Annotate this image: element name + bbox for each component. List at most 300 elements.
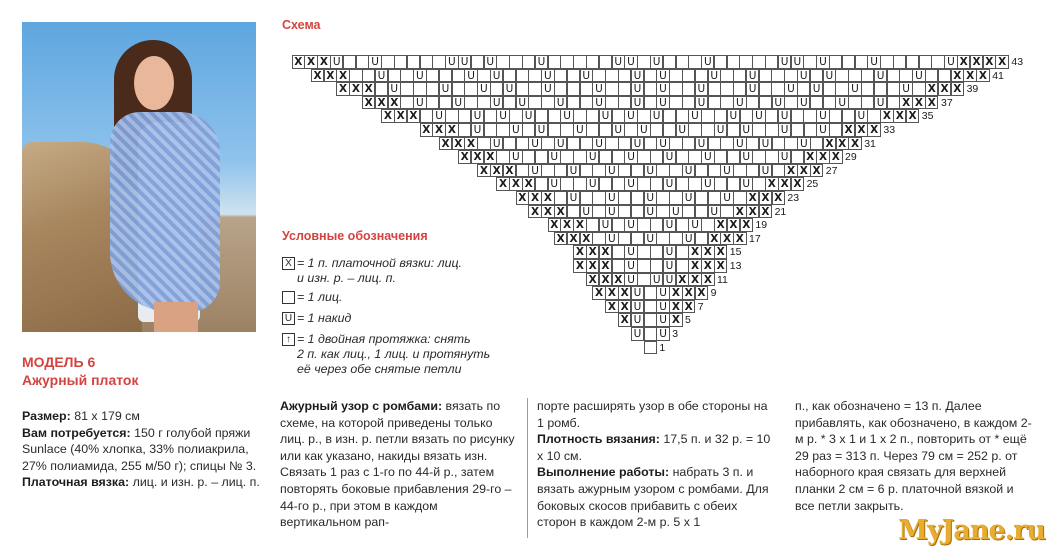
chart-cell bbox=[829, 123, 842, 137]
chart-cell: X bbox=[573, 259, 586, 273]
chart-cell bbox=[669, 69, 682, 83]
need-label: Вам потребуется: bbox=[22, 425, 131, 440]
chart-cell bbox=[618, 191, 631, 205]
chart-cell: U bbox=[714, 123, 727, 137]
chart-cell: X bbox=[612, 273, 625, 287]
chart-cell: X bbox=[528, 191, 541, 205]
chart-cell bbox=[682, 82, 695, 96]
chart-cell: X bbox=[682, 286, 695, 300]
chart-cell: X bbox=[676, 273, 689, 287]
chart-cell bbox=[810, 137, 823, 151]
chart-row-number: 19 bbox=[755, 219, 768, 232]
chart-cell: X bbox=[746, 205, 759, 219]
chart-cell: U bbox=[375, 69, 388, 83]
chart-cell bbox=[586, 218, 599, 232]
chart-row-number: 3 bbox=[672, 328, 679, 340]
chart-cell bbox=[682, 96, 695, 110]
chart-cell bbox=[739, 55, 752, 69]
chart-cell: U bbox=[573, 123, 586, 137]
chart-cell bbox=[560, 150, 573, 164]
chart-cell: X bbox=[720, 232, 733, 246]
chart-cell: U bbox=[720, 164, 733, 178]
chart-cell bbox=[797, 82, 810, 96]
chart-cell: X bbox=[522, 177, 535, 191]
chart-cell bbox=[810, 96, 823, 110]
chart-cell bbox=[375, 82, 388, 96]
chart-cell bbox=[567, 137, 580, 151]
chart-cell: U bbox=[778, 109, 791, 123]
chart-cell bbox=[644, 313, 657, 327]
chart-cell: U bbox=[810, 82, 823, 96]
chart-cell: X bbox=[586, 259, 599, 273]
chart-cell: X bbox=[618, 313, 631, 327]
chart-row bbox=[605, 300, 695, 314]
chart-cell bbox=[733, 164, 746, 178]
chart-cell: X bbox=[541, 205, 554, 219]
chart-cell: X bbox=[951, 69, 964, 83]
chart-cell: U bbox=[791, 55, 804, 69]
chart-cell bbox=[580, 191, 593, 205]
chart-cell: X bbox=[880, 109, 893, 123]
chart-cell: U bbox=[624, 218, 637, 232]
chart-cell: X bbox=[746, 191, 759, 205]
chart-cell bbox=[644, 300, 657, 314]
chart-cell bbox=[631, 205, 644, 219]
chart-cell: X bbox=[599, 245, 612, 259]
chart-row bbox=[573, 245, 727, 259]
chart-cell bbox=[420, 109, 433, 123]
chart-cell bbox=[765, 55, 778, 69]
knit-value: лиц. и изн. р. – лиц. п. bbox=[132, 475, 260, 490]
chart-cell: U bbox=[637, 123, 650, 137]
chart-cell bbox=[503, 69, 516, 83]
chart-cell: X bbox=[714, 245, 727, 259]
chart-cell: U bbox=[816, 123, 829, 137]
chart-cell bbox=[362, 69, 375, 83]
work-value: набрать 3 п. и вязать ажурным узором с ромбами. Для боковых скосов прибавить с обеих сторон в каждом 2-м р. 5 х 1 bbox=[537, 465, 769, 530]
chart-cell: X bbox=[599, 259, 612, 273]
chart-cell: U bbox=[644, 164, 657, 178]
chart-cell bbox=[746, 137, 759, 151]
chart-cell: X bbox=[336, 69, 349, 83]
chart-cell: U bbox=[631, 313, 644, 327]
chart-cell bbox=[759, 69, 772, 83]
chart-cell bbox=[426, 96, 439, 110]
chart-cell bbox=[752, 150, 765, 164]
chart-cell bbox=[573, 150, 586, 164]
chart-cell bbox=[458, 109, 471, 123]
chart-cell bbox=[618, 82, 631, 96]
chart-cell: X bbox=[995, 55, 1008, 69]
chart-cell: X bbox=[592, 286, 605, 300]
chart-cell: X bbox=[490, 164, 503, 178]
chart-cell: U bbox=[656, 327, 669, 341]
chart-cell: X bbox=[797, 164, 810, 178]
chart-cell bbox=[669, 137, 682, 151]
size-label: Размер: bbox=[22, 409, 71, 423]
chart-cell bbox=[708, 191, 721, 205]
chart-cell: U bbox=[740, 123, 753, 137]
chart-row bbox=[477, 164, 823, 178]
chart-cell bbox=[631, 191, 644, 205]
chart-cell: U bbox=[944, 55, 957, 69]
chart-cell: U bbox=[432, 109, 445, 123]
chart-cell bbox=[496, 123, 509, 137]
chart-cell bbox=[727, 55, 740, 69]
chart-cell bbox=[714, 55, 727, 69]
chart-cell bbox=[663, 123, 676, 137]
chart-cell: X bbox=[733, 232, 746, 246]
chart-cell: U bbox=[727, 109, 740, 123]
chart-cell bbox=[612, 218, 625, 232]
chart-cell: X bbox=[983, 55, 996, 69]
chart-cell: X bbox=[471, 150, 484, 164]
chart-row-number: 25 bbox=[806, 178, 819, 191]
chart-cell bbox=[400, 96, 413, 110]
chart-row bbox=[496, 177, 803, 191]
chart-cell bbox=[618, 137, 631, 151]
chart-cell bbox=[644, 82, 657, 96]
chart-cell bbox=[580, 82, 593, 96]
chart-cell bbox=[644, 327, 657, 341]
legend-symbol-empty bbox=[282, 291, 295, 304]
chart-cell: X bbox=[432, 123, 445, 137]
chart-cell bbox=[631, 232, 644, 246]
chart-cell bbox=[388, 69, 401, 83]
chart-cell bbox=[599, 123, 612, 137]
chart-cell bbox=[567, 96, 580, 110]
chart-cell: U bbox=[631, 327, 644, 341]
chart-cell: U bbox=[663, 218, 676, 232]
chart-cell bbox=[695, 205, 708, 219]
chart-cell: U bbox=[682, 191, 695, 205]
chart-cell: X bbox=[349, 82, 362, 96]
chart-row-number: 9 bbox=[710, 287, 717, 300]
chart-cell: U bbox=[752, 109, 765, 123]
legend-symbol-x: X bbox=[282, 257, 295, 270]
chart-cell: U bbox=[867, 55, 880, 69]
chart-cell bbox=[752, 55, 765, 69]
model-subtitle: Ажурный платок bbox=[22, 372, 139, 388]
chart-cell: X bbox=[452, 137, 465, 151]
chart-cell bbox=[919, 55, 932, 69]
chart-cell: X bbox=[772, 191, 785, 205]
chart-cell: X bbox=[311, 69, 324, 83]
column-gauge bbox=[537, 398, 775, 531]
chart-cell bbox=[605, 96, 618, 110]
chart-row-number: 29 bbox=[845, 151, 857, 164]
chart-cell bbox=[592, 191, 605, 205]
chart-cell: X bbox=[925, 82, 938, 96]
chart-cell bbox=[554, 82, 567, 96]
chart-cell: U bbox=[746, 82, 759, 96]
chart-cell bbox=[835, 69, 848, 83]
chart-cell: U bbox=[656, 137, 669, 151]
chart-cell bbox=[708, 96, 721, 110]
chart-cell: U bbox=[733, 137, 746, 151]
chart-row bbox=[592, 286, 707, 300]
chart-cell bbox=[522, 150, 535, 164]
chart-cell bbox=[400, 82, 413, 96]
chart-row-number: 11 bbox=[717, 273, 728, 286]
chart-cell bbox=[407, 55, 420, 69]
chart-cell: X bbox=[420, 123, 433, 137]
chart-cell: U bbox=[631, 286, 644, 300]
chart-row-number: 35 bbox=[921, 110, 934, 123]
chart-cell bbox=[650, 245, 663, 259]
chart-cell: U bbox=[592, 82, 605, 96]
chart-cell bbox=[714, 177, 727, 191]
chart-cell: U bbox=[676, 123, 689, 137]
chart-cell: U bbox=[484, 55, 497, 69]
chart-cell: X bbox=[867, 123, 880, 137]
chart-cell bbox=[701, 218, 714, 232]
chart-cell: X bbox=[567, 232, 580, 246]
chart-cell bbox=[509, 109, 522, 123]
chart-cell bbox=[394, 55, 407, 69]
chart-cell bbox=[650, 218, 663, 232]
chart-cell: U bbox=[656, 69, 669, 83]
chart-cell: U bbox=[445, 55, 458, 69]
chart-cell: X bbox=[292, 55, 305, 69]
chart-cell: U bbox=[631, 300, 644, 314]
chart-cell bbox=[548, 109, 561, 123]
chart-cell: U bbox=[509, 150, 522, 164]
chart-cell: X bbox=[573, 245, 586, 259]
chart-cell bbox=[784, 96, 797, 110]
chart-cell bbox=[765, 109, 778, 123]
chart-cell bbox=[516, 164, 529, 178]
chart-cell bbox=[708, 137, 721, 151]
chart-cell: X bbox=[304, 55, 317, 69]
chart-cell: X bbox=[541, 191, 554, 205]
chart-cell: U bbox=[797, 96, 810, 110]
chart-cell bbox=[644, 96, 657, 110]
column-instructions bbox=[795, 398, 1033, 514]
chart-cell: U bbox=[650, 109, 663, 123]
chart-cell bbox=[477, 69, 490, 83]
chart-cell bbox=[714, 109, 727, 123]
chart-cell bbox=[650, 123, 663, 137]
legend-symbol-u: U bbox=[282, 312, 295, 325]
chart-cell bbox=[676, 259, 689, 273]
chart-cell bbox=[637, 259, 650, 273]
chart-cell: U bbox=[586, 177, 599, 191]
chart-cell: U bbox=[471, 109, 484, 123]
chart-cell bbox=[503, 96, 516, 110]
legend-text: 2 п. как лиц., 1 лиц. и протянуть bbox=[297, 347, 491, 361]
chart-row bbox=[586, 273, 714, 287]
chart-cell bbox=[637, 245, 650, 259]
chart-cell: U bbox=[413, 96, 426, 110]
chart-cell: U bbox=[855, 109, 868, 123]
chart-cell: X bbox=[477, 164, 490, 178]
chart-cell bbox=[842, 109, 855, 123]
chart-cell bbox=[612, 245, 625, 259]
chart-cell bbox=[759, 82, 772, 96]
chart-cell: U bbox=[490, 96, 503, 110]
chart-cell: X bbox=[759, 205, 772, 219]
chart-row-number: 33 bbox=[883, 124, 896, 136]
chart-cell bbox=[439, 96, 452, 110]
chart-cell: U bbox=[624, 150, 637, 164]
chart-cell bbox=[669, 96, 682, 110]
chart-cell: U bbox=[695, 96, 708, 110]
chart-cell bbox=[599, 55, 612, 69]
chart-cell bbox=[650, 259, 663, 273]
chart-cell: X bbox=[893, 109, 906, 123]
chart-cell: U bbox=[835, 96, 848, 110]
legend-item-double-decrease bbox=[282, 332, 490, 377]
chart-cell bbox=[618, 96, 631, 110]
chart-cell bbox=[765, 123, 778, 137]
chart-cell: X bbox=[733, 205, 746, 219]
chart-cell bbox=[931, 55, 944, 69]
chart-cell: X bbox=[938, 82, 951, 96]
column-pattern bbox=[280, 398, 518, 531]
chart-cell bbox=[682, 69, 695, 83]
pattern-continued: порте расширять узор в обе стороны на 1 ромб. bbox=[537, 399, 768, 430]
chart-cell: X bbox=[669, 313, 682, 327]
chart-cell bbox=[592, 232, 605, 246]
chart-cell: X bbox=[899, 96, 912, 110]
model-title: МОДЕЛЬ 6 bbox=[22, 354, 96, 370]
chart-cell: U bbox=[695, 137, 708, 151]
chart-cell bbox=[727, 150, 740, 164]
chart-row-number: 21 bbox=[774, 205, 787, 218]
chart-row-number: 37 bbox=[941, 96, 953, 109]
chart-cell: X bbox=[336, 82, 349, 96]
chart-cell bbox=[650, 177, 663, 191]
chart-cell: U bbox=[740, 150, 753, 164]
chart-cell: U bbox=[554, 96, 567, 110]
chart-cell: X bbox=[804, 150, 817, 164]
chart-cell bbox=[810, 69, 823, 83]
chart-cell bbox=[637, 273, 650, 287]
chart-cell bbox=[720, 69, 733, 83]
chart-cell bbox=[688, 177, 701, 191]
chart-cell: U bbox=[624, 109, 637, 123]
chart-cell bbox=[733, 69, 746, 83]
chart-cell bbox=[573, 177, 586, 191]
legend-text: и изн. р. – лиц. п. bbox=[297, 271, 396, 285]
chart-cell: X bbox=[580, 232, 593, 246]
chart-cell: X bbox=[778, 177, 791, 191]
chart-cell bbox=[573, 55, 586, 69]
chart-cell bbox=[426, 82, 439, 96]
chart-cell bbox=[676, 218, 689, 232]
chart-cell bbox=[887, 82, 900, 96]
chart-cell: X bbox=[912, 96, 925, 110]
chart-cell bbox=[669, 191, 682, 205]
chart-cell bbox=[752, 177, 765, 191]
chart-cell: X bbox=[701, 273, 714, 287]
chart-row-number: 23 bbox=[787, 192, 800, 204]
legend-item-yarnover bbox=[282, 311, 351, 326]
chart-cell bbox=[618, 164, 631, 178]
chart-cell: U bbox=[496, 109, 509, 123]
chart-cell bbox=[528, 82, 541, 96]
chart-cell: U bbox=[388, 82, 401, 96]
chart-cell: U bbox=[688, 218, 701, 232]
chart-cell: U bbox=[631, 96, 644, 110]
chart-cell bbox=[688, 55, 701, 69]
chart-cell: X bbox=[791, 177, 804, 191]
chart-cell bbox=[669, 164, 682, 178]
chart-cell bbox=[580, 164, 593, 178]
chart-cell bbox=[484, 109, 497, 123]
knit-label: Платочная вязка: bbox=[22, 475, 130, 490]
chart-cell bbox=[560, 123, 573, 137]
chart-cell: X bbox=[528, 205, 541, 219]
chart-cell: X bbox=[810, 164, 823, 178]
chart-cell bbox=[541, 137, 554, 151]
chart-cell bbox=[759, 96, 772, 110]
chart-cell bbox=[874, 82, 887, 96]
chart-cell: X bbox=[816, 150, 829, 164]
chart-cell bbox=[452, 69, 465, 83]
chart-cell bbox=[567, 205, 580, 219]
chart-cell bbox=[586, 55, 599, 69]
chart-cell bbox=[804, 123, 817, 137]
chart-cell bbox=[644, 286, 657, 300]
chart-cell: X bbox=[823, 137, 836, 151]
chart-cell bbox=[522, 123, 535, 137]
legend-item-garter bbox=[282, 256, 462, 286]
chart-row bbox=[292, 55, 1009, 69]
chart-cell bbox=[631, 164, 644, 178]
chart-cell bbox=[445, 109, 458, 123]
chart-cell: U bbox=[490, 69, 503, 83]
density-value: 17,5 п. и 32 р. = 10 х 10 см. bbox=[537, 432, 771, 463]
chart-row bbox=[554, 232, 746, 246]
chart-cell bbox=[682, 205, 695, 219]
model-photo bbox=[22, 22, 256, 332]
chart-cell bbox=[650, 150, 663, 164]
chart-cell: U bbox=[452, 96, 465, 110]
chart-row bbox=[528, 205, 771, 219]
chart-cell: X bbox=[727, 218, 740, 232]
chart-cell: X bbox=[548, 218, 561, 232]
legend-text: = 1 двойная протяжка: снять bbox=[297, 332, 471, 346]
chart-cell bbox=[509, 55, 522, 69]
chart-cell: U bbox=[605, 164, 618, 178]
chart-cell bbox=[676, 55, 689, 69]
chart-cell bbox=[637, 177, 650, 191]
chart-cell: U bbox=[631, 69, 644, 83]
chart-cell: X bbox=[464, 137, 477, 151]
chart-cell bbox=[432, 55, 445, 69]
chart-cell: U bbox=[778, 150, 791, 164]
chart-cell: U bbox=[413, 69, 426, 83]
chart-cell: U bbox=[778, 123, 791, 137]
chart-cell: X bbox=[842, 123, 855, 137]
chart-row-number: 27 bbox=[825, 164, 838, 177]
chart-cell: U bbox=[816, 55, 829, 69]
chart-cell bbox=[477, 137, 490, 151]
chart-cell: X bbox=[496, 177, 509, 191]
chart-cell bbox=[823, 82, 836, 96]
chart-cell: X bbox=[714, 218, 727, 232]
chart-cell bbox=[637, 218, 650, 232]
chart-row bbox=[458, 150, 842, 164]
chart-cell: U bbox=[605, 191, 618, 205]
chart-cell: X bbox=[407, 109, 420, 123]
chart-cell bbox=[663, 55, 676, 69]
chart-cell: U bbox=[656, 300, 669, 314]
chart-cell: U bbox=[759, 164, 772, 178]
chart-row bbox=[420, 123, 881, 137]
